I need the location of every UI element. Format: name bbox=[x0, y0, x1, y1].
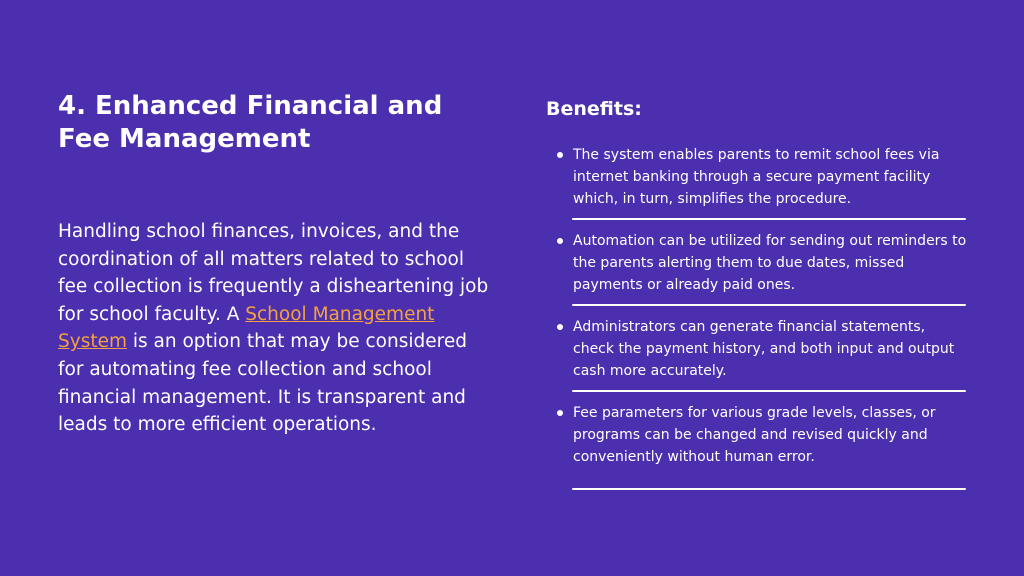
bullet-icon bbox=[557, 238, 563, 244]
benefits-list bbox=[556, 144, 968, 500]
bullet-icon bbox=[557, 324, 563, 330]
benefit-list-entry bbox=[556, 316, 968, 392]
bullet-icon bbox=[557, 152, 563, 158]
benefit-text: Fee parameters for various grade levels, classes, or programs can be changed and revised quickly and conveniently without human error. bbox=[573, 405, 936, 465]
divider bbox=[572, 390, 966, 392]
benefit-item bbox=[556, 230, 968, 296]
benefit-list-entry bbox=[556, 144, 968, 220]
bullet-icon bbox=[557, 410, 563, 416]
body-text-conclusion: is an option that may be considered for automating fee collection and school financial management. It is transparent and leads to more efficient operations. bbox=[58, 331, 467, 436]
slide-title: 4. Enhanced Financial and Fee Management bbox=[58, 91, 443, 154]
school-management-system-link[interactable]: School Management System bbox=[58, 303, 435, 353]
benefits-heading: Benefits: bbox=[546, 98, 642, 120]
benefit-text: Automation can be utilized for sending out reminders to the parents alerting them to due dates, missed payments or already paid ones. bbox=[573, 233, 967, 293]
benefit-text: Administrators can generate financial statements, check the payment history, and both input and output cash more accurately. bbox=[573, 319, 955, 379]
divider bbox=[572, 488, 966, 490]
slide-body-paragraph bbox=[58, 218, 498, 439]
benefit-list-entry bbox=[556, 230, 968, 306]
benefit-text: The system enables parents to remit school fees via internet banking through a secure payment facility which, in turn, simplifies the procedure. bbox=[573, 147, 940, 207]
benefit-item bbox=[556, 402, 968, 468]
benefit-list-entry bbox=[556, 402, 968, 490]
benefit-item bbox=[556, 144, 968, 210]
divider bbox=[572, 218, 966, 220]
benefit-item bbox=[556, 316, 968, 382]
body-text-intro: Handling school finances, invoices, and the coordination of all matters related to school fee collection is frequently a disheartening job for school faculty. A bbox=[58, 221, 489, 325]
divider bbox=[572, 304, 966, 306]
